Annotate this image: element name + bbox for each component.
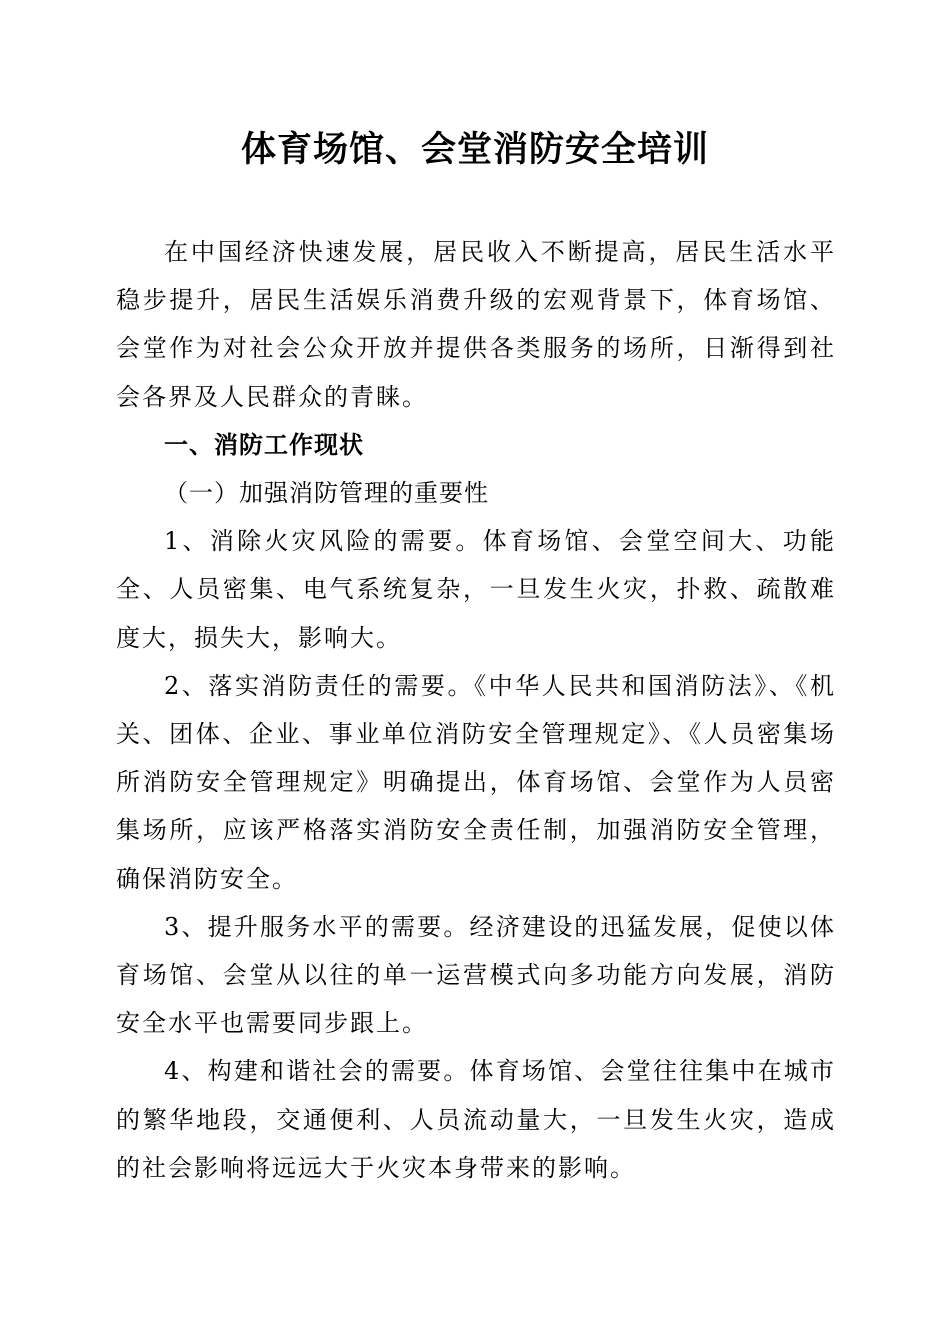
intro-paragraph: 在中国经济快速发展，居民收入不断提高，居民生活水平稳步提升，居民生活娱乐消费升级的宏观背景下，体育场馆、会堂作为对社会公众开放并提供各类服务的场所，日渐得到社会各界及人民群众的青睐。 <box>116 238 836 411</box>
subsection-heading: （一）加强消防管理的重要性 <box>164 479 489 508</box>
item-paragraph-3: 3、提升服务水平的需要。经济建设的迅猛发展，促使以体育场馆、会堂从以往的单一运营模式向多功能方向发展，消防安全水平也需要同步跟上。 <box>116 912 836 1038</box>
document-title: 体育场馆、会堂消防安全培训 <box>240 129 709 170</box>
item-paragraph-1: 1、消除火灾风险的需要。体育场馆、会堂空间大、功能全、人员密集、电气系统复杂，一旦发生火灾，扑救、疏散难度大，损失大，影响大。 <box>116 527 836 652</box>
section-heading: 一、消防工作现状 <box>164 430 364 459</box>
item-paragraph-4: 4、构建和谐社会的需要。体育场馆、会堂往往集中在城市的繁华地段，交通便利、人员流动量大，一旦发生火灾，造成的社会影响将远远大于火灾本身带来的影响。 <box>116 1057 836 1182</box>
item-paragraph-2: 2、落实消防责任的需要。《中华人民共和国消防法》、《机关、团体、企业、事业单位消防安全管理规定》、《人员密集场所消防安全管理规定》明确提出，体育场馆、会堂作为人员密集场所，应该严格落实消防安全责任制，加强消防安全管理，确保消防安全。 <box>116 671 836 893</box>
document-body <box>116 228 836 1192</box>
